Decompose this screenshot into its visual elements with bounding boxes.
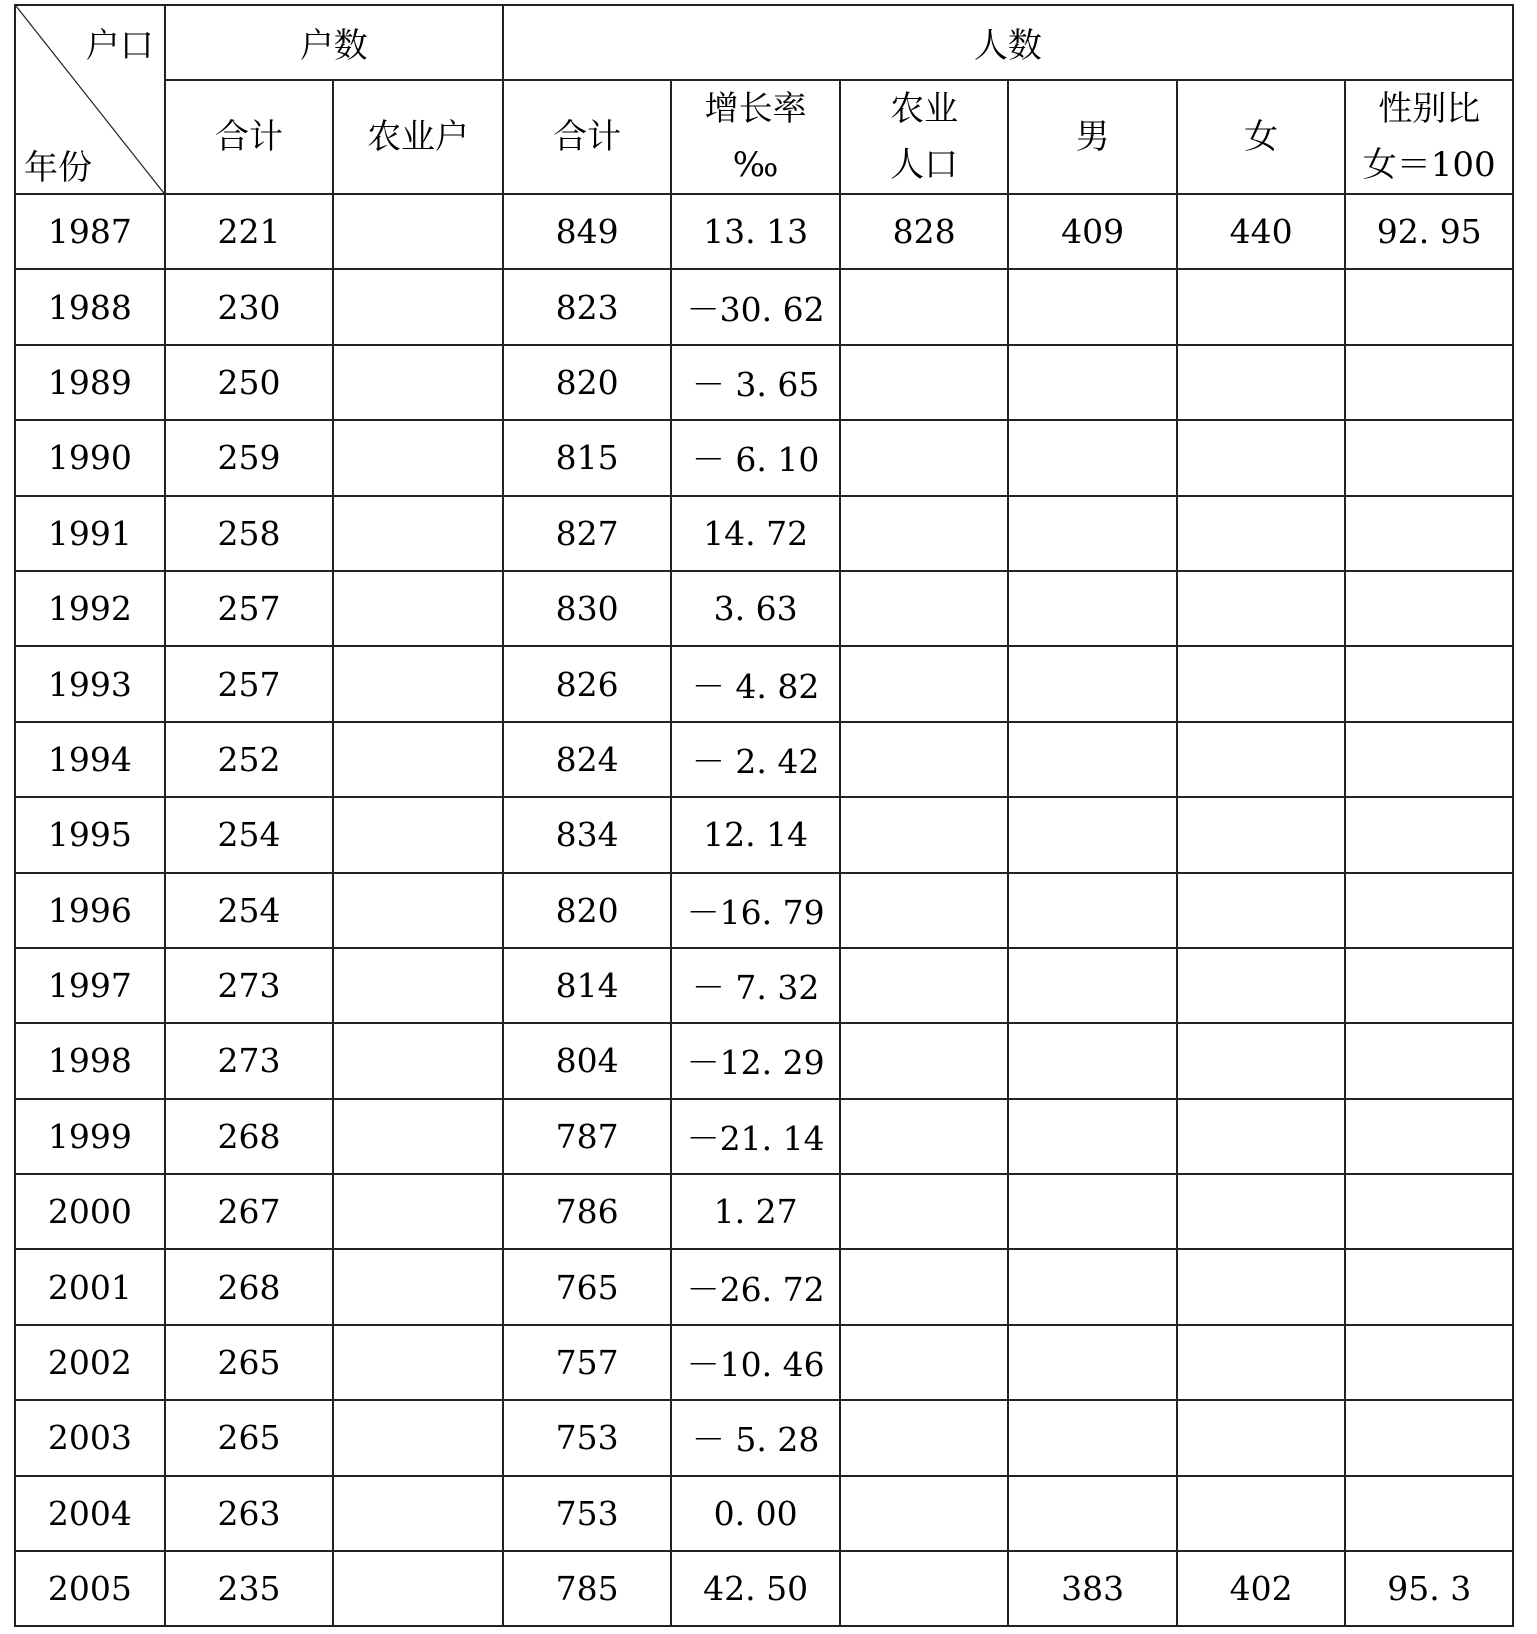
cell-male [1008, 1325, 1177, 1400]
table-row [15, 797, 1513, 872]
cell-male [1008, 345, 1177, 420]
cell-hh-agri [333, 496, 503, 571]
cell-male [1008, 1174, 1177, 1249]
cell-ratio [1345, 646, 1513, 721]
cell-male [1008, 948, 1177, 1023]
cell-hh-agri [333, 1476, 503, 1551]
cell-hh-agri [333, 194, 503, 269]
cell-year: 1988 [15, 269, 165, 344]
hh-total-header: 合计 [165, 80, 334, 194]
cell-growth: 12. 14 [671, 797, 840, 872]
cell-female [1177, 1099, 1346, 1174]
cell-agri-pop [840, 948, 1009, 1023]
cell-hh-total: 265 [165, 1325, 334, 1400]
cell-year: 1994 [15, 722, 165, 797]
cell-hh-total: 259 [165, 420, 334, 495]
cell-hh-agri [333, 873, 503, 948]
cell-hh-agri [333, 1099, 503, 1174]
cell-female [1177, 1400, 1346, 1475]
cell-female [1177, 1249, 1346, 1324]
cell-hh-agri [333, 1325, 503, 1400]
cell-p-total: 826 [503, 646, 672, 721]
table-row [15, 269, 1513, 344]
cell-ratio [1345, 1249, 1513, 1324]
cell-female [1177, 646, 1346, 721]
cell-agri-pop [840, 873, 1009, 948]
sex-ratio-header [1345, 80, 1513, 194]
cell-ratio [1345, 1400, 1513, 1475]
cell-ratio [1345, 1099, 1513, 1174]
cell-ratio: 92. 95 [1345, 194, 1513, 269]
cell-ratio [1345, 571, 1513, 646]
cell-growth: － 7. 32 [671, 948, 840, 1023]
cell-male [1008, 1400, 1177, 1475]
cell-year: 1995 [15, 797, 165, 872]
cell-p-total: 820 [503, 873, 672, 948]
cell-agri-pop [840, 571, 1009, 646]
cell-male [1008, 269, 1177, 344]
cell-growth: 14. 72 [671, 496, 840, 571]
cell-year: 1998 [15, 1023, 165, 1098]
cell-agri-pop [840, 797, 1009, 872]
cell-agri-pop [840, 1476, 1009, 1551]
households-group-header: 户数 [165, 5, 503, 80]
cell-hh-total: 235 [165, 1551, 334, 1626]
cell-male [1008, 1023, 1177, 1098]
cell-year: 2005 [15, 1551, 165, 1626]
table-row [15, 646, 1513, 721]
cell-female [1177, 1325, 1346, 1400]
corner-header [15, 5, 165, 194]
cell-year: 1989 [15, 345, 165, 420]
growth-header [671, 80, 840, 194]
table-row [15, 571, 1513, 646]
cell-hh-total: 221 [165, 194, 334, 269]
cell-female [1177, 571, 1346, 646]
cell-male [1008, 873, 1177, 948]
table-row [15, 722, 1513, 797]
cell-female [1177, 1023, 1346, 1098]
cell-agri-pop [840, 1400, 1009, 1475]
cell-p-total: 753 [503, 1476, 672, 1551]
p-total-header: 合计 [503, 80, 672, 194]
cell-p-total: 827 [503, 496, 672, 571]
cell-hh-agri [333, 948, 503, 1023]
cell-female [1177, 873, 1346, 948]
table-row [15, 496, 1513, 571]
persons-group-header: 人数 [503, 5, 1513, 80]
cell-hh-total: 268 [165, 1099, 334, 1174]
cell-female [1177, 948, 1346, 1023]
cell-growth: －26. 72 [671, 1249, 840, 1324]
cell-growth: 1. 27 [671, 1174, 840, 1249]
cell-ratio [1345, 1174, 1513, 1249]
cell-growth: 3. 63 [671, 571, 840, 646]
cell-growth: － 6. 10 [671, 420, 840, 495]
cell-year: 2000 [15, 1174, 165, 1249]
cell-male: 383 [1008, 1551, 1177, 1626]
cell-ratio [1345, 420, 1513, 495]
table-row [15, 1249, 1513, 1324]
cell-agri-pop [840, 646, 1009, 721]
cell-ratio [1345, 797, 1513, 872]
cell-ratio [1345, 948, 1513, 1023]
cell-female [1177, 496, 1346, 571]
table-row [15, 948, 1513, 1023]
cell-year: 1992 [15, 571, 165, 646]
cell-year: 2002 [15, 1325, 165, 1400]
cell-male [1008, 722, 1177, 797]
cell-p-total: 814 [503, 948, 672, 1023]
cell-male: 409 [1008, 194, 1177, 269]
sex-ratio-header-line1: 性别比 [1378, 89, 1481, 129]
cell-p-total: 823 [503, 269, 672, 344]
hh-agri-header: 农业户 [333, 80, 503, 194]
cell-female: 402 [1177, 1551, 1346, 1626]
cell-ratio [1345, 345, 1513, 420]
cell-hh-agri [333, 1023, 503, 1098]
cell-year: 2004 [15, 1476, 165, 1551]
cell-male [1008, 1099, 1177, 1174]
corner-top-label: 户口 [85, 26, 154, 66]
table-row [15, 1325, 1513, 1400]
cell-agri-pop [840, 496, 1009, 571]
cell-p-total: 820 [503, 345, 672, 420]
cell-growth: －30. 62 [671, 269, 840, 344]
cell-male [1008, 571, 1177, 646]
cell-p-total: 787 [503, 1099, 672, 1174]
cell-growth: － 4. 82 [671, 646, 840, 721]
table-row [15, 1023, 1513, 1098]
cell-p-total: 757 [503, 1325, 672, 1400]
table-row [15, 1551, 1513, 1626]
cell-hh-total: 267 [165, 1174, 334, 1249]
cell-hh-total: 273 [165, 1023, 334, 1098]
cell-growth: － 3. 65 [671, 345, 840, 420]
cell-year: 1991 [15, 496, 165, 571]
cell-hh-agri [333, 646, 503, 721]
cell-ratio [1345, 269, 1513, 344]
cell-agri-pop [840, 1099, 1009, 1174]
cell-hh-agri [333, 345, 503, 420]
cell-ratio [1345, 1476, 1513, 1551]
cell-hh-agri [333, 1249, 503, 1324]
cell-p-total: 804 [503, 1023, 672, 1098]
cell-agri-pop [840, 345, 1009, 420]
cell-ratio [1345, 496, 1513, 571]
cell-hh-total: 254 [165, 797, 334, 872]
cell-year: 1993 [15, 646, 165, 721]
cell-growth: －12. 29 [671, 1023, 840, 1098]
cell-male [1008, 1249, 1177, 1324]
cell-hh-total: 257 [165, 646, 334, 721]
cell-female [1177, 345, 1346, 420]
cell-p-total: 785 [503, 1551, 672, 1626]
cell-p-total: 786 [503, 1174, 672, 1249]
cell-growth: －16. 79 [671, 873, 840, 948]
cell-p-total: 815 [503, 420, 672, 495]
cell-ratio: 95. 3 [1345, 1551, 1513, 1626]
cell-male [1008, 646, 1177, 721]
cell-hh-total: 250 [165, 345, 334, 420]
cell-hh-agri [333, 797, 503, 872]
population-table [14, 4, 1514, 1627]
cell-female [1177, 1174, 1346, 1249]
cell-p-total: 765 [503, 1249, 672, 1324]
cell-growth: 13. 13 [671, 194, 840, 269]
table-row [15, 1476, 1513, 1551]
cell-hh-total: 263 [165, 1476, 334, 1551]
cell-p-total: 849 [503, 194, 672, 269]
agri-pop-header-line1: 农业 [890, 89, 959, 129]
table-row [15, 1174, 1513, 1249]
cell-ratio [1345, 722, 1513, 797]
cell-year: 1999 [15, 1099, 165, 1174]
cell-growth: － 5. 28 [671, 1400, 840, 1475]
cell-hh-total: 257 [165, 571, 334, 646]
cell-hh-total: 254 [165, 873, 334, 948]
cell-female [1177, 1476, 1346, 1551]
cell-year: 1996 [15, 873, 165, 948]
cell-hh-total: 273 [165, 948, 334, 1023]
female-header: 女 [1177, 80, 1346, 194]
cell-p-total: 834 [503, 797, 672, 872]
cell-female: 440 [1177, 194, 1346, 269]
sex-ratio-header-line2: 女＝100 [1362, 145, 1496, 185]
cell-ratio [1345, 873, 1513, 948]
cell-hh-total: 230 [165, 269, 334, 344]
male-header: 男 [1008, 80, 1177, 194]
cell-agri-pop [840, 722, 1009, 797]
cell-year: 2001 [15, 1249, 165, 1324]
cell-growth: － 2. 42 [671, 722, 840, 797]
table-row [15, 194, 1513, 269]
cell-agri-pop [840, 1023, 1009, 1098]
cell-hh-agri [333, 722, 503, 797]
cell-growth: 42. 50 [671, 1551, 840, 1626]
cell-growth: －10. 46 [671, 1325, 840, 1400]
cell-agri-pop [840, 1174, 1009, 1249]
table-body [15, 194, 1513, 1626]
cell-growth: 0. 00 [671, 1476, 840, 1551]
cell-hh-total: 252 [165, 722, 334, 797]
cell-hh-total: 268 [165, 1249, 334, 1324]
corner-bottom-label: 年份 [24, 148, 92, 188]
table-row [15, 1400, 1513, 1475]
cell-male [1008, 1476, 1177, 1551]
cell-hh-agri [333, 269, 503, 344]
table-row [15, 420, 1513, 495]
cell-year: 1997 [15, 948, 165, 1023]
cell-female [1177, 722, 1346, 797]
table-row [15, 873, 1513, 948]
cell-agri-pop [840, 1551, 1009, 1626]
growth-header-line1: 增长率 [704, 89, 807, 129]
cell-female [1177, 420, 1346, 495]
cell-hh-agri [333, 1400, 503, 1475]
cell-hh-total: 265 [165, 1400, 334, 1475]
cell-growth: －21. 14 [671, 1099, 840, 1174]
cell-agri-pop [840, 1325, 1009, 1400]
cell-male [1008, 496, 1177, 571]
cell-ratio [1345, 1023, 1513, 1098]
agri-pop-header [840, 80, 1009, 194]
table-row [15, 1099, 1513, 1174]
cell-hh-agri [333, 1174, 503, 1249]
cell-male [1008, 797, 1177, 872]
agri-pop-header-line2: 人口 [890, 145, 959, 185]
cell-ratio [1345, 1325, 1513, 1400]
cell-hh-total: 258 [165, 496, 334, 571]
cell-hh-agri [333, 1551, 503, 1626]
cell-year: 1987 [15, 194, 165, 269]
cell-female [1177, 797, 1346, 872]
cell-agri-pop [840, 1249, 1009, 1324]
cell-hh-agri [333, 571, 503, 646]
table-row [15, 345, 1513, 420]
cell-agri-pop [840, 269, 1009, 344]
growth-header-line2: ‰ [732, 145, 779, 185]
cell-year: 1990 [15, 420, 165, 495]
cell-female [1177, 269, 1346, 344]
cell-hh-agri [333, 420, 503, 495]
cell-male [1008, 420, 1177, 495]
cell-p-total: 753 [503, 1400, 672, 1475]
cell-agri-pop [840, 420, 1009, 495]
cell-p-total: 830 [503, 571, 672, 646]
cell-year: 2003 [15, 1400, 165, 1475]
cell-agri-pop: 828 [840, 194, 1009, 269]
cell-p-total: 824 [503, 722, 672, 797]
